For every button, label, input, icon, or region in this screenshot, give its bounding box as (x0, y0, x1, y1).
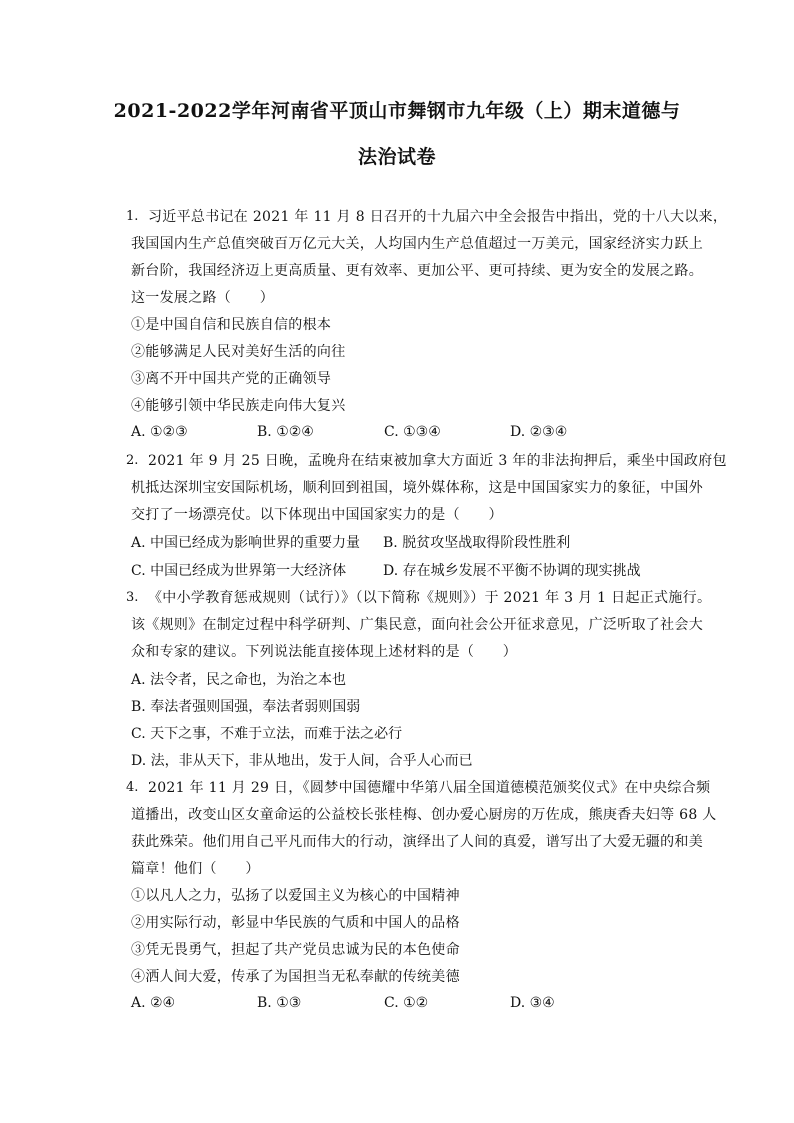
question-number: 1. (126, 209, 139, 224)
statement: ③离不开中国共产党的正确领导 (131, 371, 332, 387)
option-b: B. ①③ (257, 995, 302, 1011)
option-d: D. ③④ (510, 995, 555, 1011)
statement: ①以凡人之力，弘扬了以爱国主义为核心的中国精神 (131, 888, 460, 904)
question-number: 4. (126, 780, 139, 795)
option-d: D. ②③④ (510, 424, 568, 440)
question-text-line: 众和专家的建议。下列说法能直接体现上述材料的是（ ） (131, 644, 518, 660)
question-number: 2. (126, 453, 139, 468)
statement: ②用实际行动，彰显中华民族的气质和中国人的品格 (131, 915, 460, 931)
option-b: B. ①②④ (257, 424, 314, 440)
statement: ②能够满足人民对美好生活的向往 (131, 344, 346, 360)
option-c: C. 天下之事，不难于立法，而难于法之必行 (131, 726, 403, 742)
question-text-line: 2021 年 9 月 25 日晚，孟晚舟在结束被加拿大方面近 3 年的非法拘押后，乘坐中国政府包 (148, 453, 727, 469)
exam-title-line1: 2021-2022学年河南省平顶山市舞钢市九年级（上）期末道德与 (113, 100, 681, 122)
question-text-line: 道播出，改变山区女童命运的公益校长张桂梅、创办爱心厨房的万佐成，熊庚香夫妇等 68 人 (131, 807, 717, 823)
question-text-line: 这一发展之路（ ） (131, 290, 274, 306)
option-a: A. 法令者，民之命也，为治之本也 (131, 672, 347, 688)
statement: ③凭无畏勇气，担起了共产党员忠诚为民的本色使命 (131, 942, 460, 958)
option-b: B. 奉法者强则国强，奉法者弱则国弱 (131, 699, 361, 715)
option-d: D. 法，非从天下，非从地出，发于人间，合乎人心而已 (131, 753, 473, 769)
question-text-line: 篇章！他们（ ） (131, 861, 260, 877)
option-c: C. ①③④ (384, 424, 441, 440)
question-text-line: 新台阶，我国经济迈上更高质量、更有效率、更加公平、更可持续、更为安全的发展之路。 (131, 263, 703, 279)
question-text-line: 2021 年 11 月 29 日，《圆梦中国德耀中华第八届全国道德模范颁奖仪式》在中央综合频 (148, 780, 711, 796)
statement: ④能够引领中华民族走向伟大复兴 (131, 398, 346, 414)
option-d: D. 存在城乡发展不平衡不协调的现实挑战 (383, 563, 641, 579)
question-text-line: 习近平总书记在 2021 年 11 月 8 日召开的十九届六中全会报告中指出，党的十八大以来， (148, 209, 728, 225)
question-text-line: 交打了一场漂亮仗。以下体现出中国国家实力的是（ ） (131, 507, 503, 523)
question-text-line: 我国国内生产总值突破百万亿元大关，人均国内生产总值超过一万美元，国家经济实力跃上 (131, 236, 703, 252)
statement: ①是中国自信和民族自信的根本 (131, 317, 332, 333)
statement: ④洒人间大爱，传承了为国担当无私奉献的传统美德 (131, 969, 460, 985)
option-b: B. 脱贫攻坚战取得阶段性胜利 (383, 535, 571, 551)
question-text-line: 获此殊荣。他们用自己平凡而伟大的行动，演绎出了人间的真爱，谱写出了大爱无疆的和美 (131, 834, 703, 850)
question-text-line: 该《规则》在制定过程中科学研判、广集民意，面向社会公开征求意见，广泛听取了社会大 (131, 617, 703, 633)
exam-title-line2: 法治试卷 (357, 146, 436, 168)
option-c: C. 中国已经成为世界第一大经济体 (131, 563, 347, 579)
question-text-line: 机抵达深圳宝安国际机场，顺利回到祖国，境外媒体称，这是中国国家实力的象征，中国外 (131, 480, 703, 496)
option-a: A. 中国已经成为影响世界的重要力量 (131, 535, 361, 551)
question-text-line: 《中小学教育惩戒规则（试行）》（以下简称《规则》）于 2021 年 3 月 1 日起正式施行。 (148, 590, 712, 606)
option-c: C. ①② (384, 995, 429, 1011)
option-a: A. ②④ (131, 995, 176, 1011)
option-a: A. ①②③ (131, 424, 188, 440)
question-number: 3. (126, 590, 139, 605)
